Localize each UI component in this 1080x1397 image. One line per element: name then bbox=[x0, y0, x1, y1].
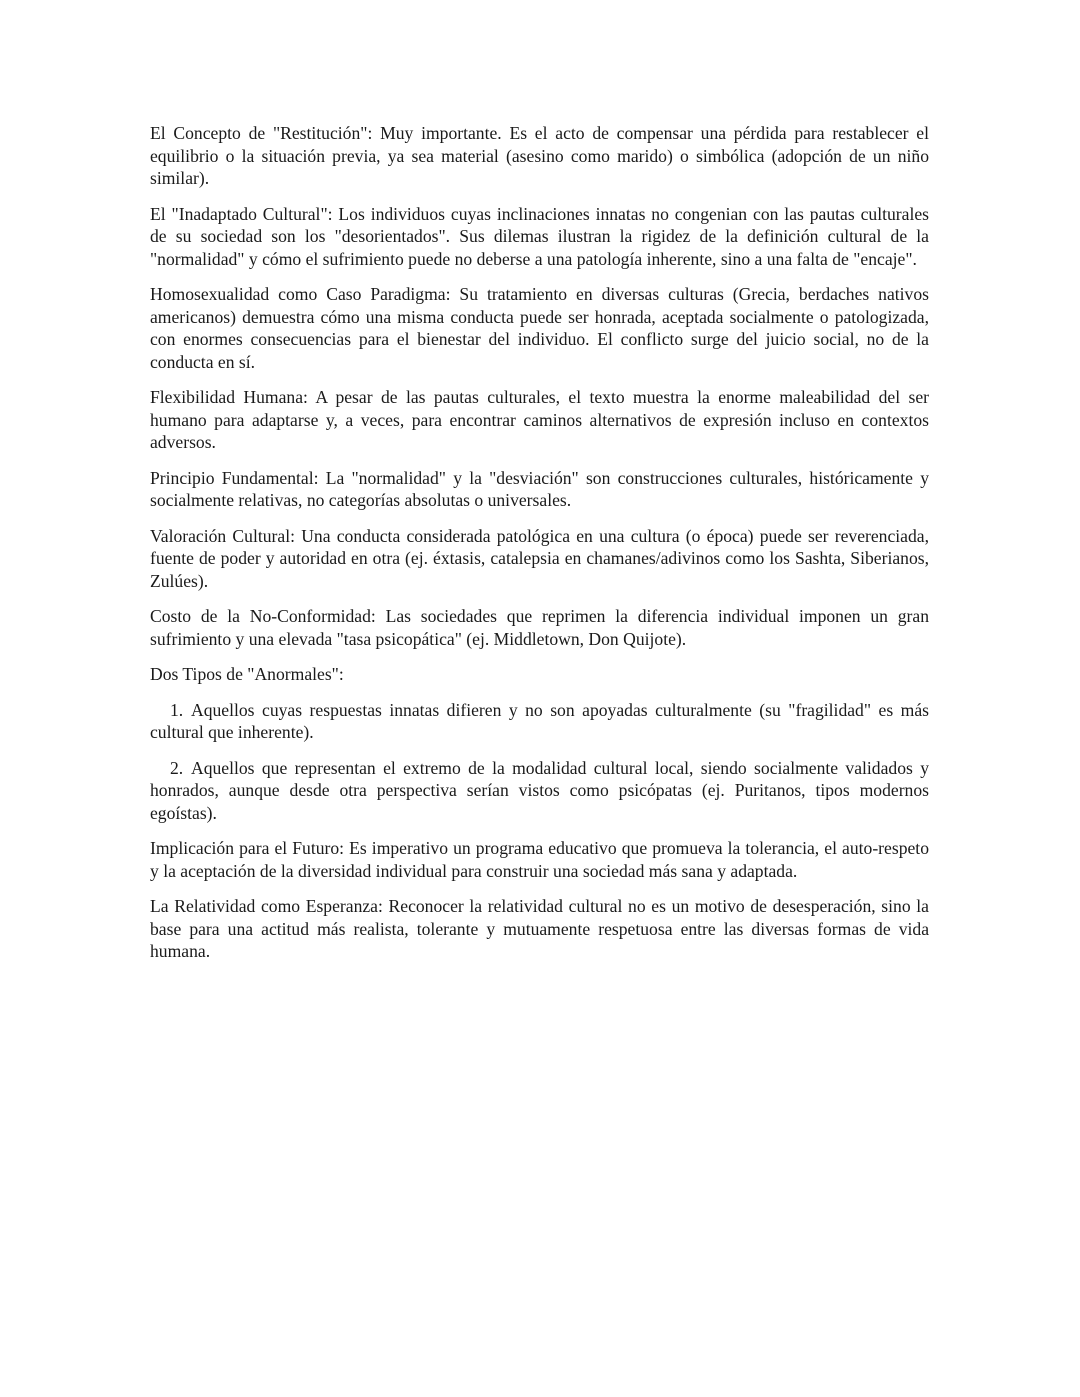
paragraph-dos-tipos: Dos Tipos de "Anormales": bbox=[150, 664, 344, 684]
paragraph-principio-fundamental: Principio Fundamental: La "normalidad" y la "desviación" son construcciones culturales, históricamente y socialmente relativas, no categorías absolutas o universales. bbox=[150, 467, 929, 510]
paragraph-homosexualidad: Homosexualidad como Caso Paradigma: Su tratamiento en diversas culturas (Grecia, berdaches nativos americanos) demuestra cómo una misma conducta puede ser honrada, aceptada socialmente o patologizada, con enormes consecuencias para el bienestar del individuo. El conflicto surge del juicio social, no de la conducta en sí. bbox=[150, 284, 929, 372]
list-item-text: Aquellos que representan el extremo de la modalidad cultural local, siendo socialmente validados y honrados, aunque desde otra perspectiva serían vistos como psicópatas (ej. Puritanos, tipos modernos egoístas). bbox=[150, 757, 929, 823]
document-page bbox=[150, 122, 929, 976]
list-item bbox=[150, 699, 929, 744]
paragraph-inadaptado-cultural: El "Inadaptado Cultural": Los individuos cuyas inclinaciones innatas no congenian con las pautas culturales de su sociedad son los "desorientados". Sus dilemas ilustran la rigidez de la definición cultural de la "normalidad" y cómo el sufrimiento puede no deberse a una patología inherente, sino a una falta de "encaje". bbox=[150, 203, 929, 269]
paragraph-implicacion-futuro: Implicación para el Futuro: Es imperativo un programa educativo que promueva la tolerancia, el auto-respeto y la aceptación de la diversidad individual para construir una sociedad más sana y adaptada. bbox=[150, 838, 929, 881]
paragraph-restitucion: El Concepto de "Restitución": Muy importante. Es el acto de compensar una pérdida para restablecer el equilibrio o la situación previa, ya sea material (asesino como marido) o simbólica (adopción de un niño similar). bbox=[150, 123, 929, 188]
paragraph-valoracion-cultural: Valoración Cultural: Una conducta considerada patológica en una cultura (o época) puede ser reverenciada, fuente de poder y autoridad en otra (ej. éxtasis, catalepsia en chamanes/adivinos como los Sashta, Siberianos, Zulúes). bbox=[150, 525, 929, 591]
list-item-number: 1. bbox=[170, 699, 184, 720]
paragraph-relatividad-esperanza: La Relatividad como Esperanza: Reconocer la relatividad cultural no es un motivo de desesperación, sino la base para una actitud más realista, tolerante y mutuamente respetuosa entre las diversas formas de vida humana. bbox=[150, 896, 929, 961]
list-item-text: Aquellos cuyas respuestas innatas difieren y no son apoyadas culturalmente (su "fragilidad" es más cultural que inherente). bbox=[150, 699, 929, 742]
paragraph-flexibilidad-humana: Flexibilidad Humana: A pesar de las pautas culturales, el texto muestra la enorme maleabilidad del ser humano para adaptarse y, a veces, para encontrar caminos alternativos de expresión incluso en contextos adversos. bbox=[150, 387, 929, 452]
list-item bbox=[150, 757, 929, 825]
paragraph-costo-no-conformidad: Costo de la No-Conformidad: Las sociedades que reprimen la diferencia individual imponen un gran sufrimiento y una elevada "tasa psicopática" (ej. Middletown, Don Quijote). bbox=[150, 606, 929, 649]
list-item-number: 2. bbox=[170, 757, 184, 778]
